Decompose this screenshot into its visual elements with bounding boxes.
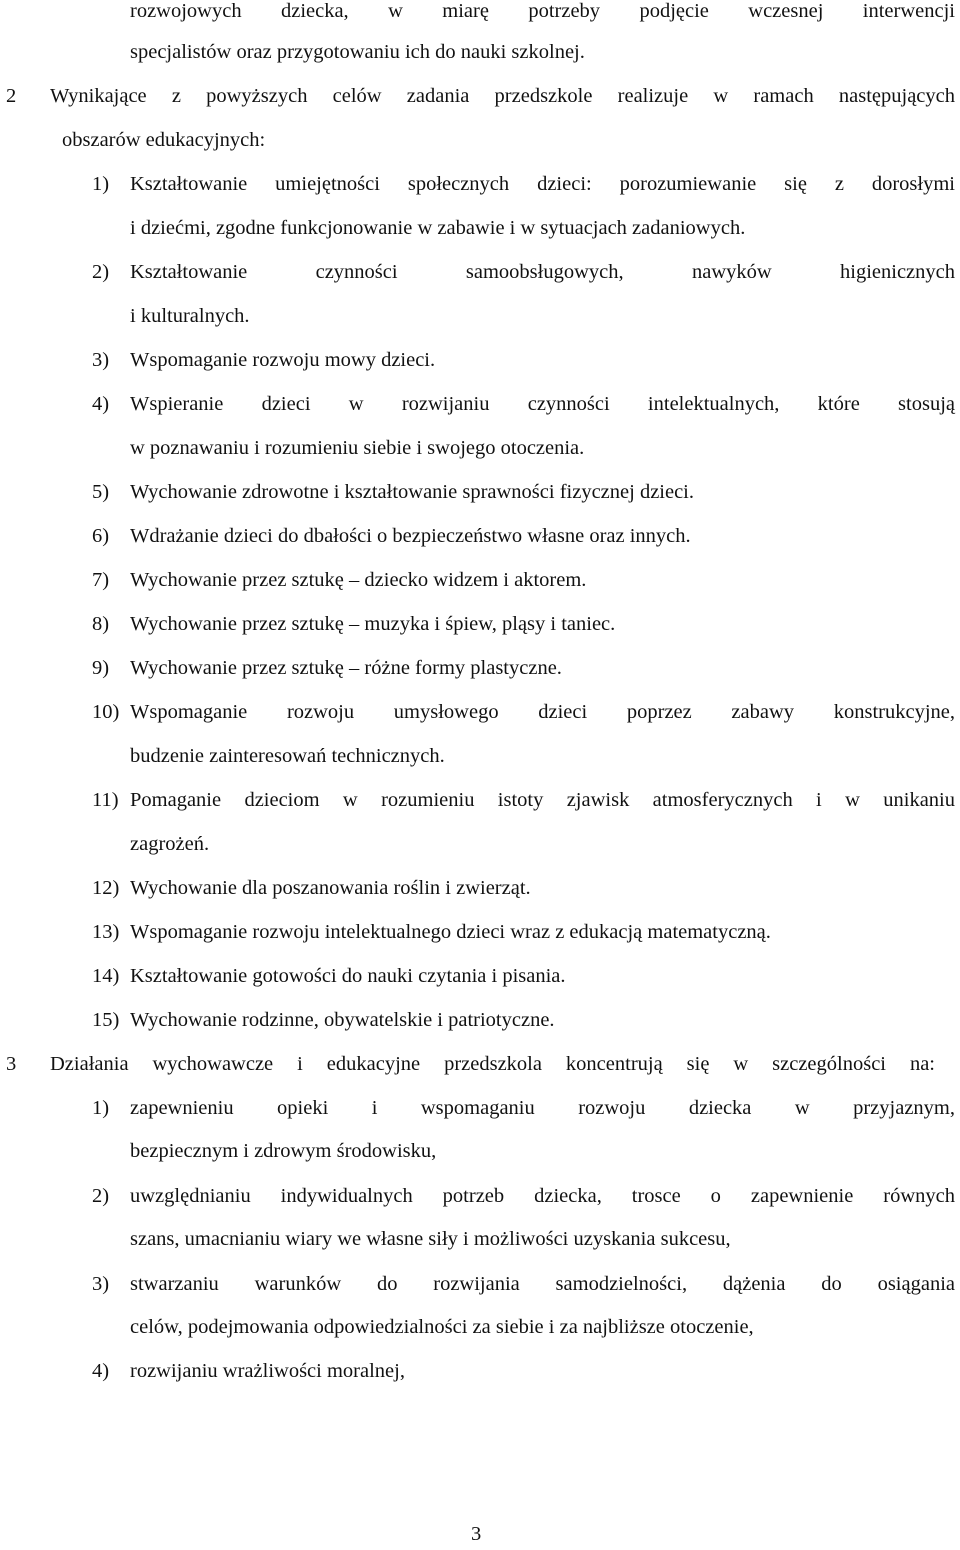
list-item-number: 7)	[92, 569, 110, 591]
section-2-heading-line-2: obszarów edukacyjnych:	[62, 129, 266, 151]
list-item-number: 6)	[92, 525, 110, 547]
list-item: Wspieranie dzieci w rozwijaniu czynności intelektualnych, które stosują	[130, 393, 955, 415]
list-item: Kształtowanie gotowości do nauki czytania i pisania.	[130, 965, 566, 987]
list-item-number: 12)	[92, 877, 120, 899]
list-item: Wychowanie przez sztukę – muzyka i śpiew, pląsy i taniec.	[130, 613, 616, 635]
intro-line-1: rozwojowych dziecka, w miarę potrzeby podjęcie wczesnej interwencji	[130, 0, 955, 22]
list-item-number: 3)	[92, 1273, 110, 1295]
list-item: budzenie zainteresowań technicznych.	[130, 745, 445, 767]
list-item: Kształtowanie czynności samoobsługowych, nawyków higienicznych	[130, 261, 955, 283]
list-item: Wspomaganie rozwoju umysłowego dzieci poprzez zabawy konstrukcyjne,	[130, 701, 955, 723]
list-item: rozwijaniu wrażliwości moralnej,	[130, 1360, 405, 1382]
list-item: stwarzaniu warunków do rozwijania samodzielności, dążenia do osiągania	[130, 1273, 955, 1295]
list-item-number: 15)	[92, 1009, 120, 1031]
list-item-number: 2)	[92, 1185, 110, 1207]
page-number: 3	[471, 1523, 482, 1545]
section-2-heading-line-1: Wynikające z powyższych celów zadania przedszkole realizuje w ramach następujących	[50, 85, 955, 107]
list-item: uwzględnianiu indywidualnych potrzeb dziecka, trosce o zapewnienie równych	[130, 1185, 955, 1207]
list-item: Wspomaganie rozwoju intelektualnego dzieci wraz z edukacją matematyczną.	[130, 921, 771, 943]
list-item: i dziećmi, zgodne funkcjonowanie w zabawie i w sytuacjach zadaniowych.	[130, 217, 746, 239]
list-item-number: 4)	[92, 393, 110, 415]
list-item-number: 13)	[92, 921, 120, 943]
section-3-number: 3	[6, 1053, 17, 1075]
list-item: szans, umacnianiu wiary we własne siły i możliwości uzyskania sukcesu,	[130, 1228, 731, 1250]
list-item-number: 9)	[92, 657, 110, 679]
list-item: zagrożeń.	[130, 833, 210, 855]
list-item: Wychowanie dla poszanowania roślin i zwierząt.	[130, 877, 531, 899]
list-item: Wychowanie zdrowotne i kształtowanie sprawności fizycznej dzieci.	[130, 481, 695, 503]
list-item: Pomaganie dzieciom w rozumieniu istoty zjawisk atmosferycznych i w unikaniu	[130, 789, 955, 811]
list-item-number: 5)	[92, 481, 110, 503]
list-item: bezpiecznym i zdrowym środowisku,	[130, 1140, 437, 1162]
list-item: Wychowanie przez sztukę – różne formy plastyczne.	[130, 657, 562, 679]
section-2-number: 2	[6, 85, 17, 107]
list-item: w poznawaniu i rozumieniu siebie i swojego otoczenia.	[130, 437, 585, 459]
list-item: i kulturalnych.	[130, 305, 250, 327]
list-item: Wychowanie przez sztukę – dziecko widzem i aktorem.	[130, 569, 587, 591]
list-item: Kształtowanie umiejętności społecznych dzieci: porozumiewanie się z dorosłymi	[130, 173, 955, 195]
list-item: Wychowanie rodzinne, obywatelskie i patriotyczne.	[130, 1009, 555, 1031]
list-item-number: 3)	[92, 349, 110, 371]
list-item-number: 2)	[92, 261, 110, 283]
list-item: celów, podejmowania odpowiedzialności za siebie i za najbliższe otoczenie,	[130, 1316, 754, 1338]
list-item-number: 8)	[92, 613, 110, 635]
list-item-number: 1)	[92, 1097, 110, 1119]
section-3-heading: Działania wychowawcze i edukacyjne przedszkola koncentrują się w szczególności na:	[50, 1053, 935, 1075]
list-item-number: 4)	[92, 1360, 110, 1382]
intro-line-2: specjalistów oraz przygotowaniu ich do nauki szkolnej.	[130, 41, 585, 63]
list-item-number: 1)	[92, 173, 110, 195]
list-item-number: 14)	[92, 965, 120, 987]
list-item: Wdrażanie dzieci do dbałości o bezpieczeństwo własne oraz innych.	[130, 525, 691, 547]
list-item: zapewnieniu opieki i wspomaganiu rozwoju dziecka w przyjaznym,	[130, 1097, 955, 1119]
list-item: Wspomaganie rozwoju mowy dzieci.	[130, 349, 436, 371]
list-item-number: 10)	[92, 701, 120, 723]
list-item-number: 11)	[92, 789, 119, 811]
